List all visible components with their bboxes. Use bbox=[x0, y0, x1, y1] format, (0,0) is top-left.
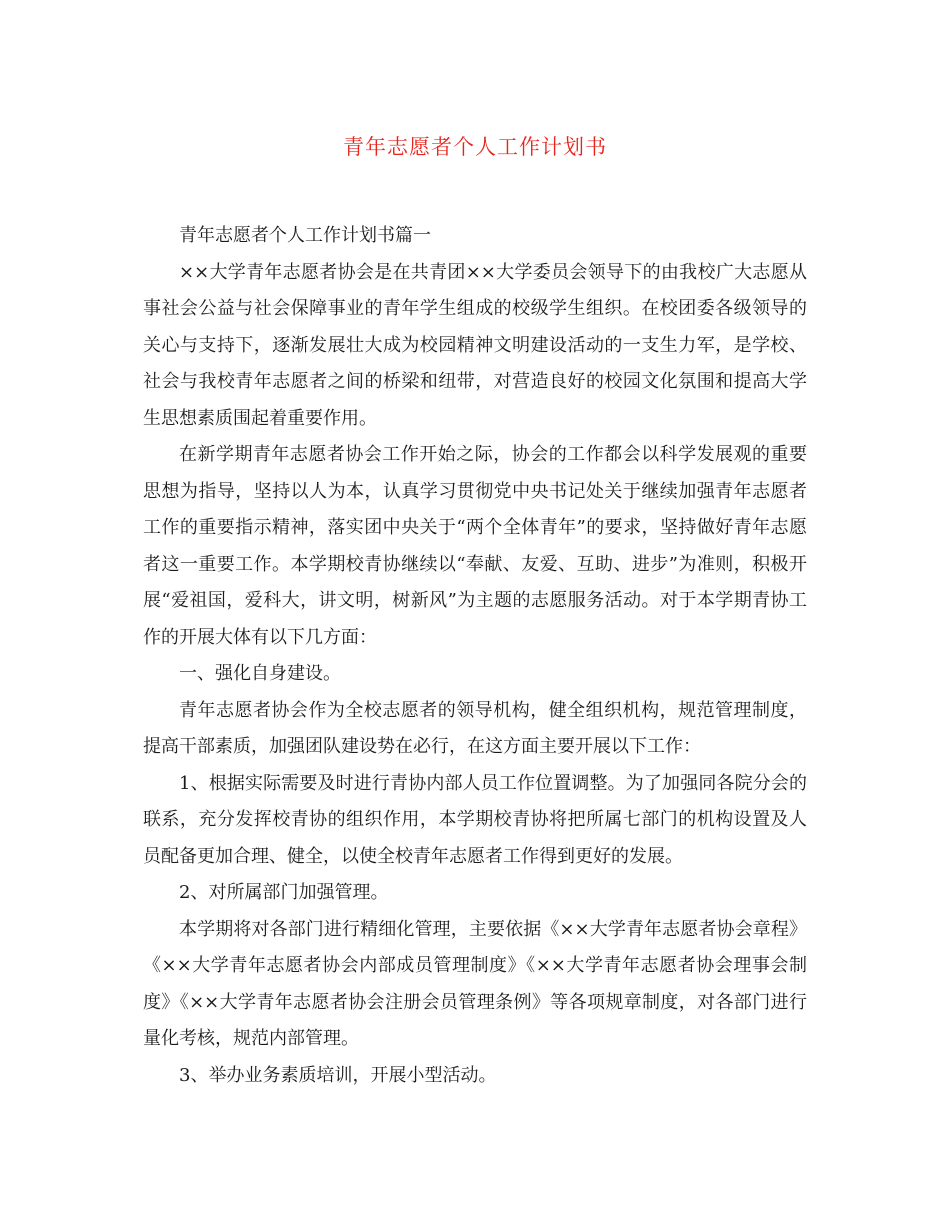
section-heading: 青年志愿者个人工作计划书篇一 bbox=[179, 225, 431, 246]
document-title: 青年志愿者个人工作计划书 bbox=[343, 135, 607, 159]
paragraph-organization: 青年志愿者协会作为全校志愿者的领导机构，健全组织机构，规范管理制度，提高干部素质，加强团队建设势在必行，在这方面主要开展以下工作： bbox=[143, 699, 807, 757]
list-item-2: 2、对所属部门加强管理。 bbox=[179, 882, 389, 903]
paragraph-management: 本学期将对各部门进行精细化管理，主要依据《××大学青年志愿者协会章程》《××大学青年志愿者协会内部成员管理制度》《××大学青年志愿者协会理事会制度》《××大学青年志愿者协会注册会员管理条例》等各项规章制度，对各部门进行量化考核，规范内部管理。 bbox=[143, 918, 807, 1049]
list-item-3: 3、举办业务素质培训，开展小型活动。 bbox=[179, 1064, 497, 1086]
subheading-self-construction: 一、强化自身建设。 bbox=[179, 663, 341, 684]
list-item-1: 1、根据实际需要及时进行青协内部人员工作位置调整。为了加强同各院分会的联系，充分发挥校青协的组织作用，本学期校青协将把所属七部门的机构设置及人员配备更加合理、健全，以使全校青年志愿者工作得到更好的发展。 bbox=[143, 772, 807, 867]
paragraph-intro: ××大学青年志愿者协会是在共青团××大学委员会领导下的由我校广大志愿从事社会公益与社会保障事业的青年学生组成的校级学生组织。在校团委各级领导的关心与支持下，逐渐发展壮大成为校园精神文明建设活动的一支生力军，是学校、社会与我校青年志愿者之间的桥梁和纽带，对营造良好的校园文化氛围和提高大学生思想素质围起着重要作用。 bbox=[143, 261, 807, 429]
document-body bbox=[143, 218, 807, 1094]
paragraph-guidance: 在新学期青年志愿者协会工作开始之际，协会的工作都会以科学发展观的重要思想为指导，坚持以人为本，认真学习贯彻党中央书记处关于继续加强青年志愿者工作的重要指示精神，落实团中央关于“两个全体青年”的要求，坚持做好青年志愿者这一重要工作。本学期校青协继续以“奉献、友爱、互助、进步”为准则，积极开展“爱祖国，爱科大，讲文明，树新风”为主题的志愿服务活动。对于本学期青协工作的开展大体有以下几方面： bbox=[143, 444, 807, 648]
